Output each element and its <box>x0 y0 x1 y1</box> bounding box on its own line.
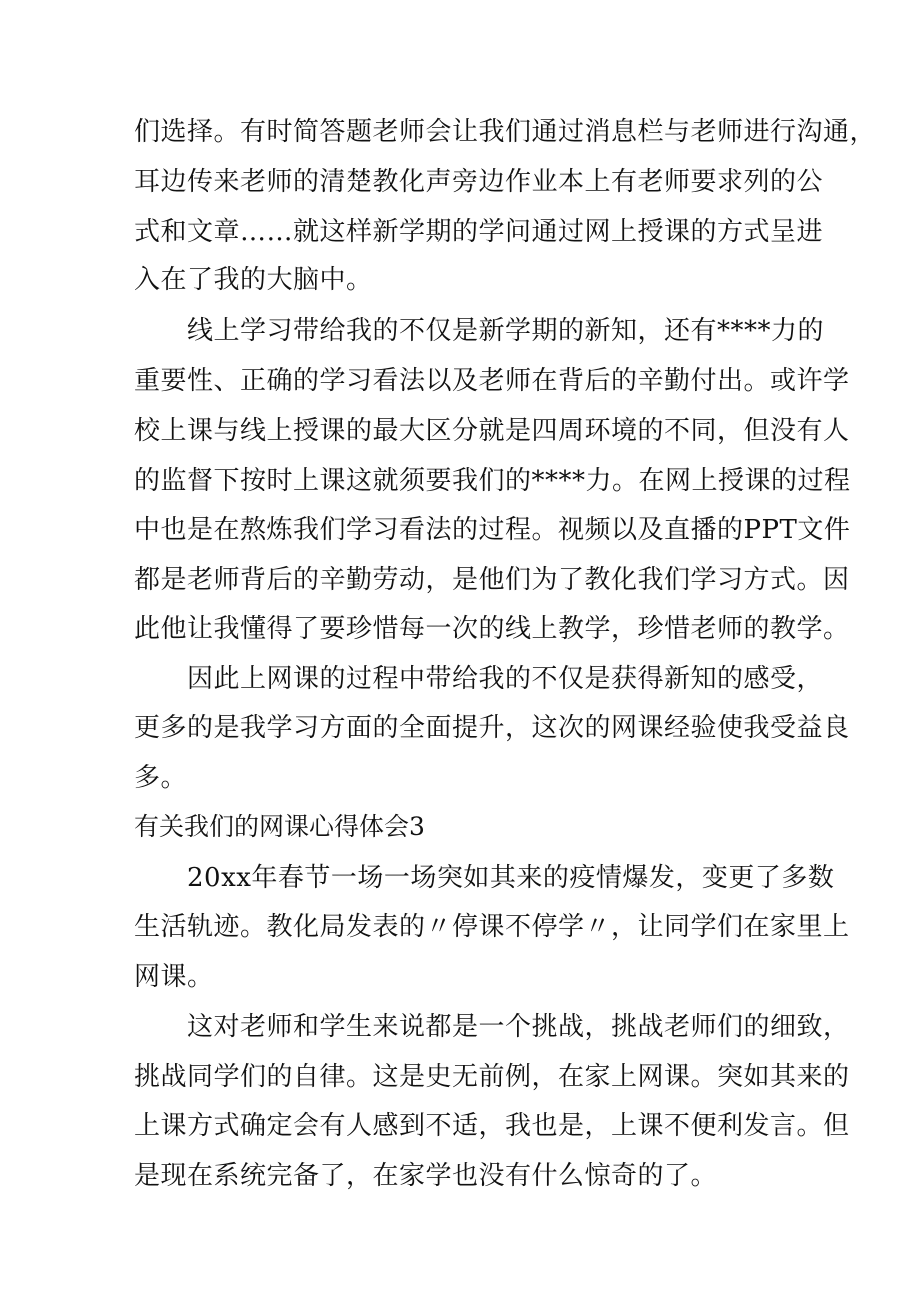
paragraph-2-line-4: 的监督下按时上课这就须要我们的****力。在网上授课的过程 <box>134 466 851 496</box>
paragraph-4-line-3: 网课。 <box>134 962 214 992</box>
paragraph-5-line-2: 挑战同学们的自律。这是史无前例，在家上网课。突如其来的 <box>134 1062 850 1092</box>
paragraph-1-line-3: 式和文章……就这样新学期的学问通过网上授课的方式呈进 <box>134 217 824 247</box>
paragraph-3-line-3: 多。 <box>134 763 188 793</box>
paragraph-5-line-3: 上课方式确定会有人感到不适，我也是，上课不便利发言。但 <box>134 1111 850 1141</box>
paragraph-1-line-2: 耳边传来老师的清楚教化声旁边作业本上有老师要求列的公 <box>134 167 824 197</box>
paragraph-5-line-1: 这对老师和学生来说都是一个挑战，挑战老师们的细致， <box>187 1012 850 1042</box>
section-heading: 有关我们的网课心得体会3 <box>134 812 425 841</box>
paragraph-2-line-7: 此他让我懂得了要珍惜每一次的线上教学，珍惜老师的教学。 <box>134 614 850 644</box>
paragraph-2-line-2: 重要性、正确的学习看法以及老师在背后的辛勤付出。或许学 <box>134 366 850 396</box>
paragraph-2-line-5: 中也是在熬炼我们学习看法的过程。视频以及直播的PPT文件 <box>134 515 851 545</box>
paragraph-3-line-1: 因此上网课的过程中带给我的不仅是获得新知的感受， <box>187 664 824 694</box>
paragraph-5-line-4: 是现在系统完备了，在家学也没有什么惊奇的了。 <box>134 1161 718 1191</box>
paragraph-2-line-6: 都是老师背后的辛勤劳动，是他们为了教化我们学习方式。因 <box>134 565 850 595</box>
paragraph-4-line-2: 生活轨迹。教化局发表的〃停课不停学〃，让同学们在家里上 <box>134 912 850 942</box>
paragraph-4-line-1: 20xx年春节一场一场突如其来的疫情爆发，变更了多数 <box>187 863 835 893</box>
paragraph-3-line-2: 更多的是我学习方面的全面提升，这次的网课经验使我受益良 <box>134 713 850 743</box>
paragraph-2-line-1: 线上学习带给我的不仅是新学期的新知，还有****力的 <box>187 316 825 346</box>
paragraph-2-line-3: 校上课与线上授课的最大区分就是四周环境的不同，但没有人 <box>134 416 850 446</box>
paragraph-1-line-1: 们选择。有时简答题老师会让我们通过消息栏与老师进行沟通， <box>134 117 877 147</box>
paragraph-1-line-4: 入在了我的大脑中。 <box>134 265 373 295</box>
